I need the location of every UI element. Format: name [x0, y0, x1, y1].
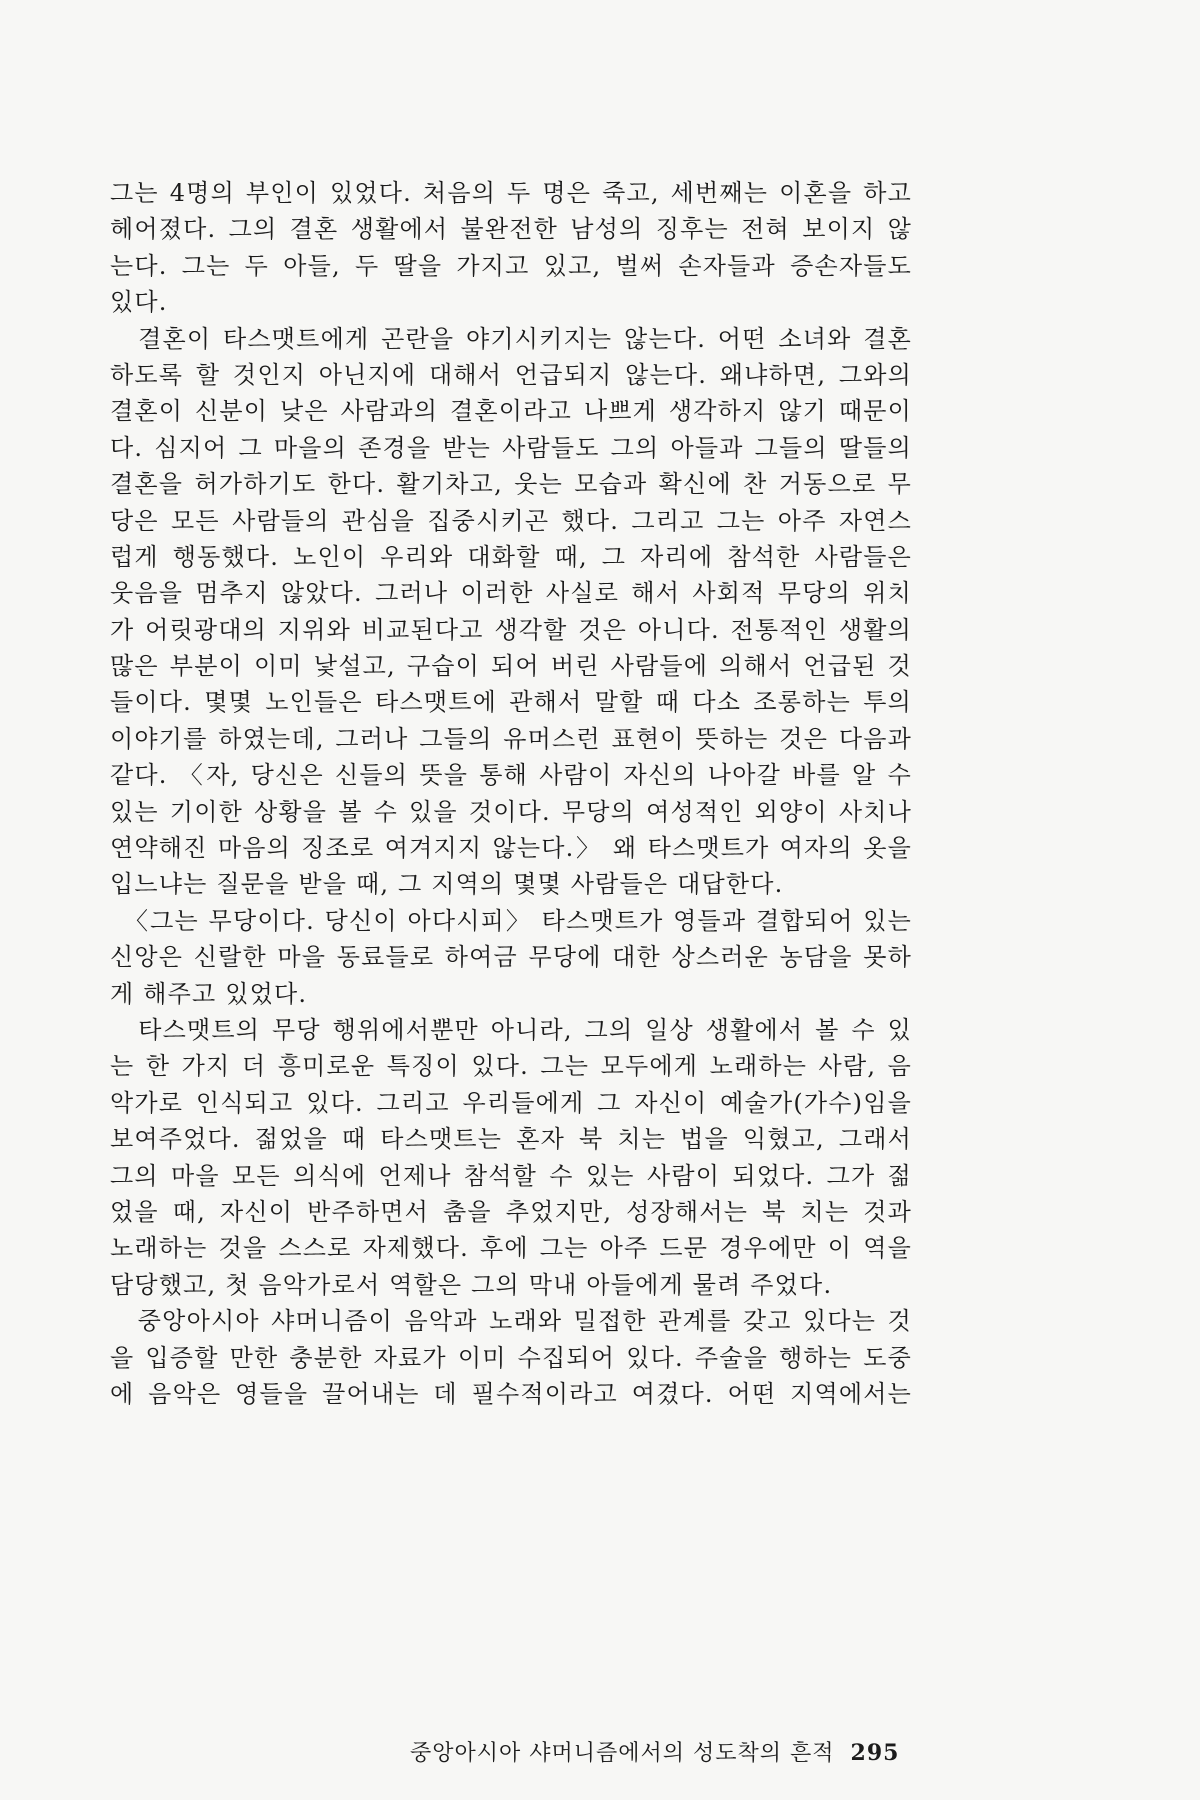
text-line: 담당했고, 첫 음악가로서 역할은 그의 막내 아들에게 물려 주었다.	[110, 1270, 833, 1299]
text-line: 중앙아시아 샤머니즘이 음악과 노래와 밀접한 관계를 갖고 있다는 것	[110, 1307, 912, 1336]
text-line: 에 음악은 영들을 끌어내는 데 필수적이라고 여겼다. 어떤 지역에서는	[110, 1379, 912, 1408]
text-line: 들이다. 몇몇 노인들은 타스맷트에 관해서 말할 때 다소 조롱하는 투의	[110, 688, 912, 717]
text-line: 이야기를 하였는데, 그러나 그들의 유머스런 표현이 뜻하는 것은 다음과	[110, 724, 912, 753]
text-line: 게 해주고 있었다.	[110, 979, 308, 1008]
text-line: 하도록 할 것인지 아닌지에 대해서 언급되지 않는다. 왜냐하면, 그와의	[110, 360, 912, 389]
text-line: 같다. 〈자, 당신은 신들의 뜻을 통해 사람이 자신의 나아갈 바를 알 수	[110, 761, 912, 790]
text-line: 당은 모든 사람들의 관심을 집중시키곤 했다. 그리고 그는 아주 자연스	[110, 506, 912, 535]
text-line: 었을 때, 자신이 반주하면서 춤을 추었지만, 성장해서는 북 치는 것과	[110, 1197, 912, 1226]
text-line: 많은 부분이 이미 낯설고, 구습이 되어 버린 사람들에 의해서 언급된 것	[110, 652, 912, 681]
text-line: 연약해진 마음의 징조로 여겨지지 않는다.〉 왜 타스맷트가 여자의 옷을	[110, 834, 912, 863]
text-line: 있는 기이한 상황을 볼 수 있을 것이다. 무당의 여성적인 외양이 사치나	[110, 797, 912, 826]
text-line: 있다.	[110, 288, 168, 317]
text-line: 결혼이 신분이 낮은 사람과의 결혼이라고 나쁘게 생각하지 않기 때문이	[110, 397, 912, 426]
text-line: 가 어릿광대의 지위와 비교된다고 생각할 것은 아니다. 전통적인 생활의	[110, 615, 912, 644]
text-line: 는 한 가지 더 흥미로운 특징이 있다. 그는 모두에게 노래하는 사람, 음	[110, 1052, 912, 1081]
page-number: 295	[850, 1740, 900, 1766]
text-line: 노래하는 것을 스스로 자제했다. 후에 그는 아주 드문 경우에만 이 역을	[110, 1234, 912, 1263]
text-line: 결혼을 허가하기도 한다. 활기차고, 웃는 모습과 확신에 찬 거동으로 무	[110, 470, 912, 499]
text-line: 헤어졌다. 그의 결혼 생활에서 불완전한 남성의 징후는 전혀 보이지 않	[110, 215, 912, 244]
text-line: 을 입증할 만한 충분한 자료가 이미 수집되어 있다. 주술을 행하는 도중	[110, 1343, 912, 1372]
text-line: 악가로 인식되고 있다. 그리고 우리들에게 그 자신이 예술가(가수)임을	[110, 1088, 912, 1117]
text-line: 그는 4명의 부인이 있었다. 처음의 두 명은 죽고, 세번째는 이혼을 하고	[110, 179, 912, 207]
text-line: 결혼이 타스맷트에게 곤란을 야기시키지는 않는다. 어떤 소녀와 결혼	[110, 324, 912, 353]
text-line: 타스맷트의 무당 행위에서뿐만 아니라, 그의 일상 생활에서 볼 수 있	[110, 1015, 912, 1044]
running-title: 중앙아시아 샤머니즘에서의 성도착의 흔적	[410, 1741, 835, 1766]
text-line: 웃음을 멈추지 않았다. 그러나 이러한 사실로 해서 사회적 무당의 위치	[110, 579, 912, 608]
text-line: 〈그는 무당이다. 당신이 아다시피〉 타스맷트가 영들과 결합되어 있는	[110, 906, 912, 935]
text-line: 입느냐는 질문을 받을 때, 그 지역의 몇몇 사람들은 대답한다.	[110, 870, 784, 899]
text-line: 다. 심지어 그 마을의 존경을 받는 사람들도 그의 아들과 그들의 딸들의	[110, 433, 912, 462]
text-line: 럽게 행동했다. 노인이 우리와 대화할 때, 그 자리에 참석한 사람들은	[110, 542, 912, 571]
text-line: 그의 마을 모든 의식에 언제나 참석할 수 있는 사람이 되었다. 그가 젊	[110, 1161, 912, 1190]
body-text	[110, 175, 912, 1412]
text-line: 신앙은 신랄한 마을 동료들로 하여금 무당에 대한 상스러운 농담을 못하	[110, 943, 912, 972]
text-line: 는다. 그는 두 아들, 두 딸을 가지고 있고, 벌써 손자들과 증손자들도	[110, 251, 912, 280]
text-line: 보여주었다. 젊었을 때 타스맷트는 혼자 북 치는 법을 익혔고, 그래서	[110, 1125, 912, 1154]
page-footer	[410, 1736, 910, 1767]
